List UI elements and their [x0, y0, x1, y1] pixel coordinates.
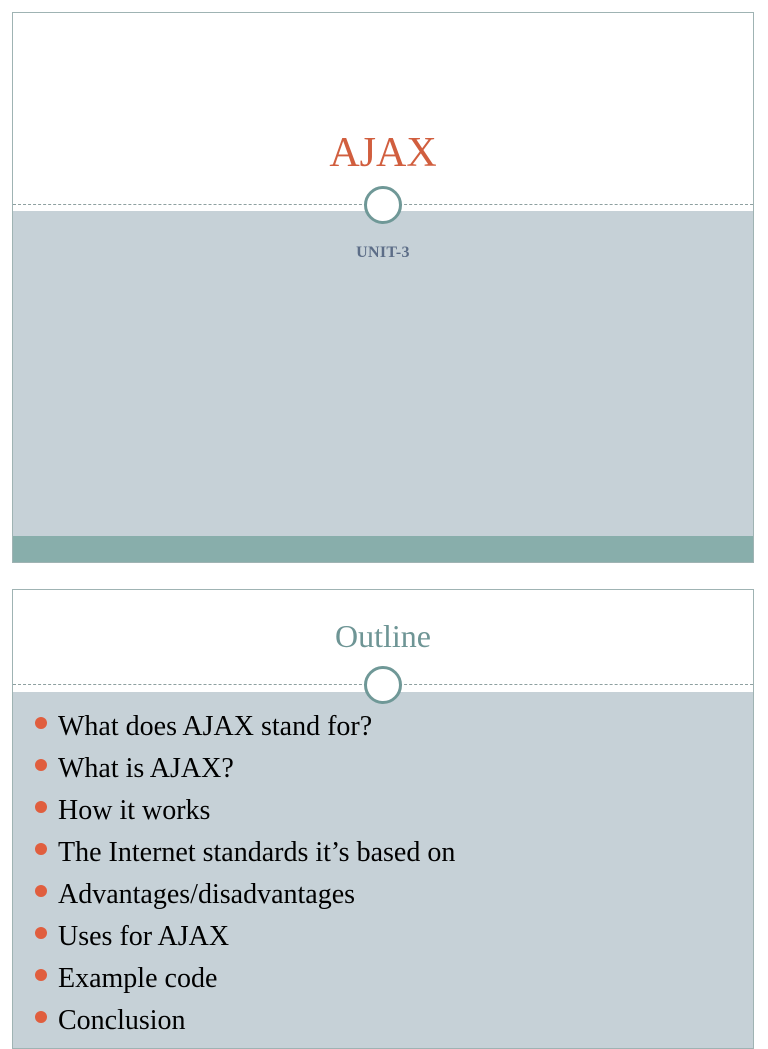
list-item — [35, 916, 455, 958]
slide-subtitle: UNIT-3 — [356, 244, 410, 261]
list-item — [35, 958, 455, 1000]
list-item-text: Conclusion — [58, 1005, 186, 1036]
outline-list — [35, 706, 455, 1042]
circle-ornament-icon — [364, 186, 402, 224]
bullet-icon — [35, 969, 47, 981]
slide-2 — [12, 589, 754, 1049]
list-item-text: Uses for AJAX — [58, 921, 230, 952]
list-item — [35, 832, 455, 874]
list-item — [35, 706, 455, 748]
title-area — [13, 13, 753, 211]
bullet-icon — [35, 1011, 47, 1023]
slide-1 — [12, 12, 754, 563]
list-item-text: The Internet standards it’s based on — [58, 837, 456, 868]
bullet-icon — [35, 717, 47, 729]
list-item-text: Example code — [58, 963, 218, 994]
bullet-icon — [35, 885, 47, 897]
slide-title: AJAX — [329, 130, 437, 176]
bullet-icon — [35, 843, 47, 855]
list-item — [35, 874, 455, 916]
bullet-icon — [35, 801, 47, 813]
list-item-text: How it works — [58, 795, 211, 826]
circle-ornament-icon — [364, 666, 402, 704]
footer-band — [13, 536, 753, 562]
slide-title: Outline — [335, 618, 431, 654]
list-item-text: What does AJAX stand for? — [58, 711, 373, 742]
list-item — [35, 748, 455, 790]
bullet-icon — [35, 927, 47, 939]
list-item — [35, 790, 455, 832]
list-item — [35, 1000, 455, 1042]
list-item-text: Advantages/disadvantages — [58, 879, 356, 910]
bullet-icon — [35, 759, 47, 771]
list-item-text: What is AJAX? — [58, 753, 234, 784]
